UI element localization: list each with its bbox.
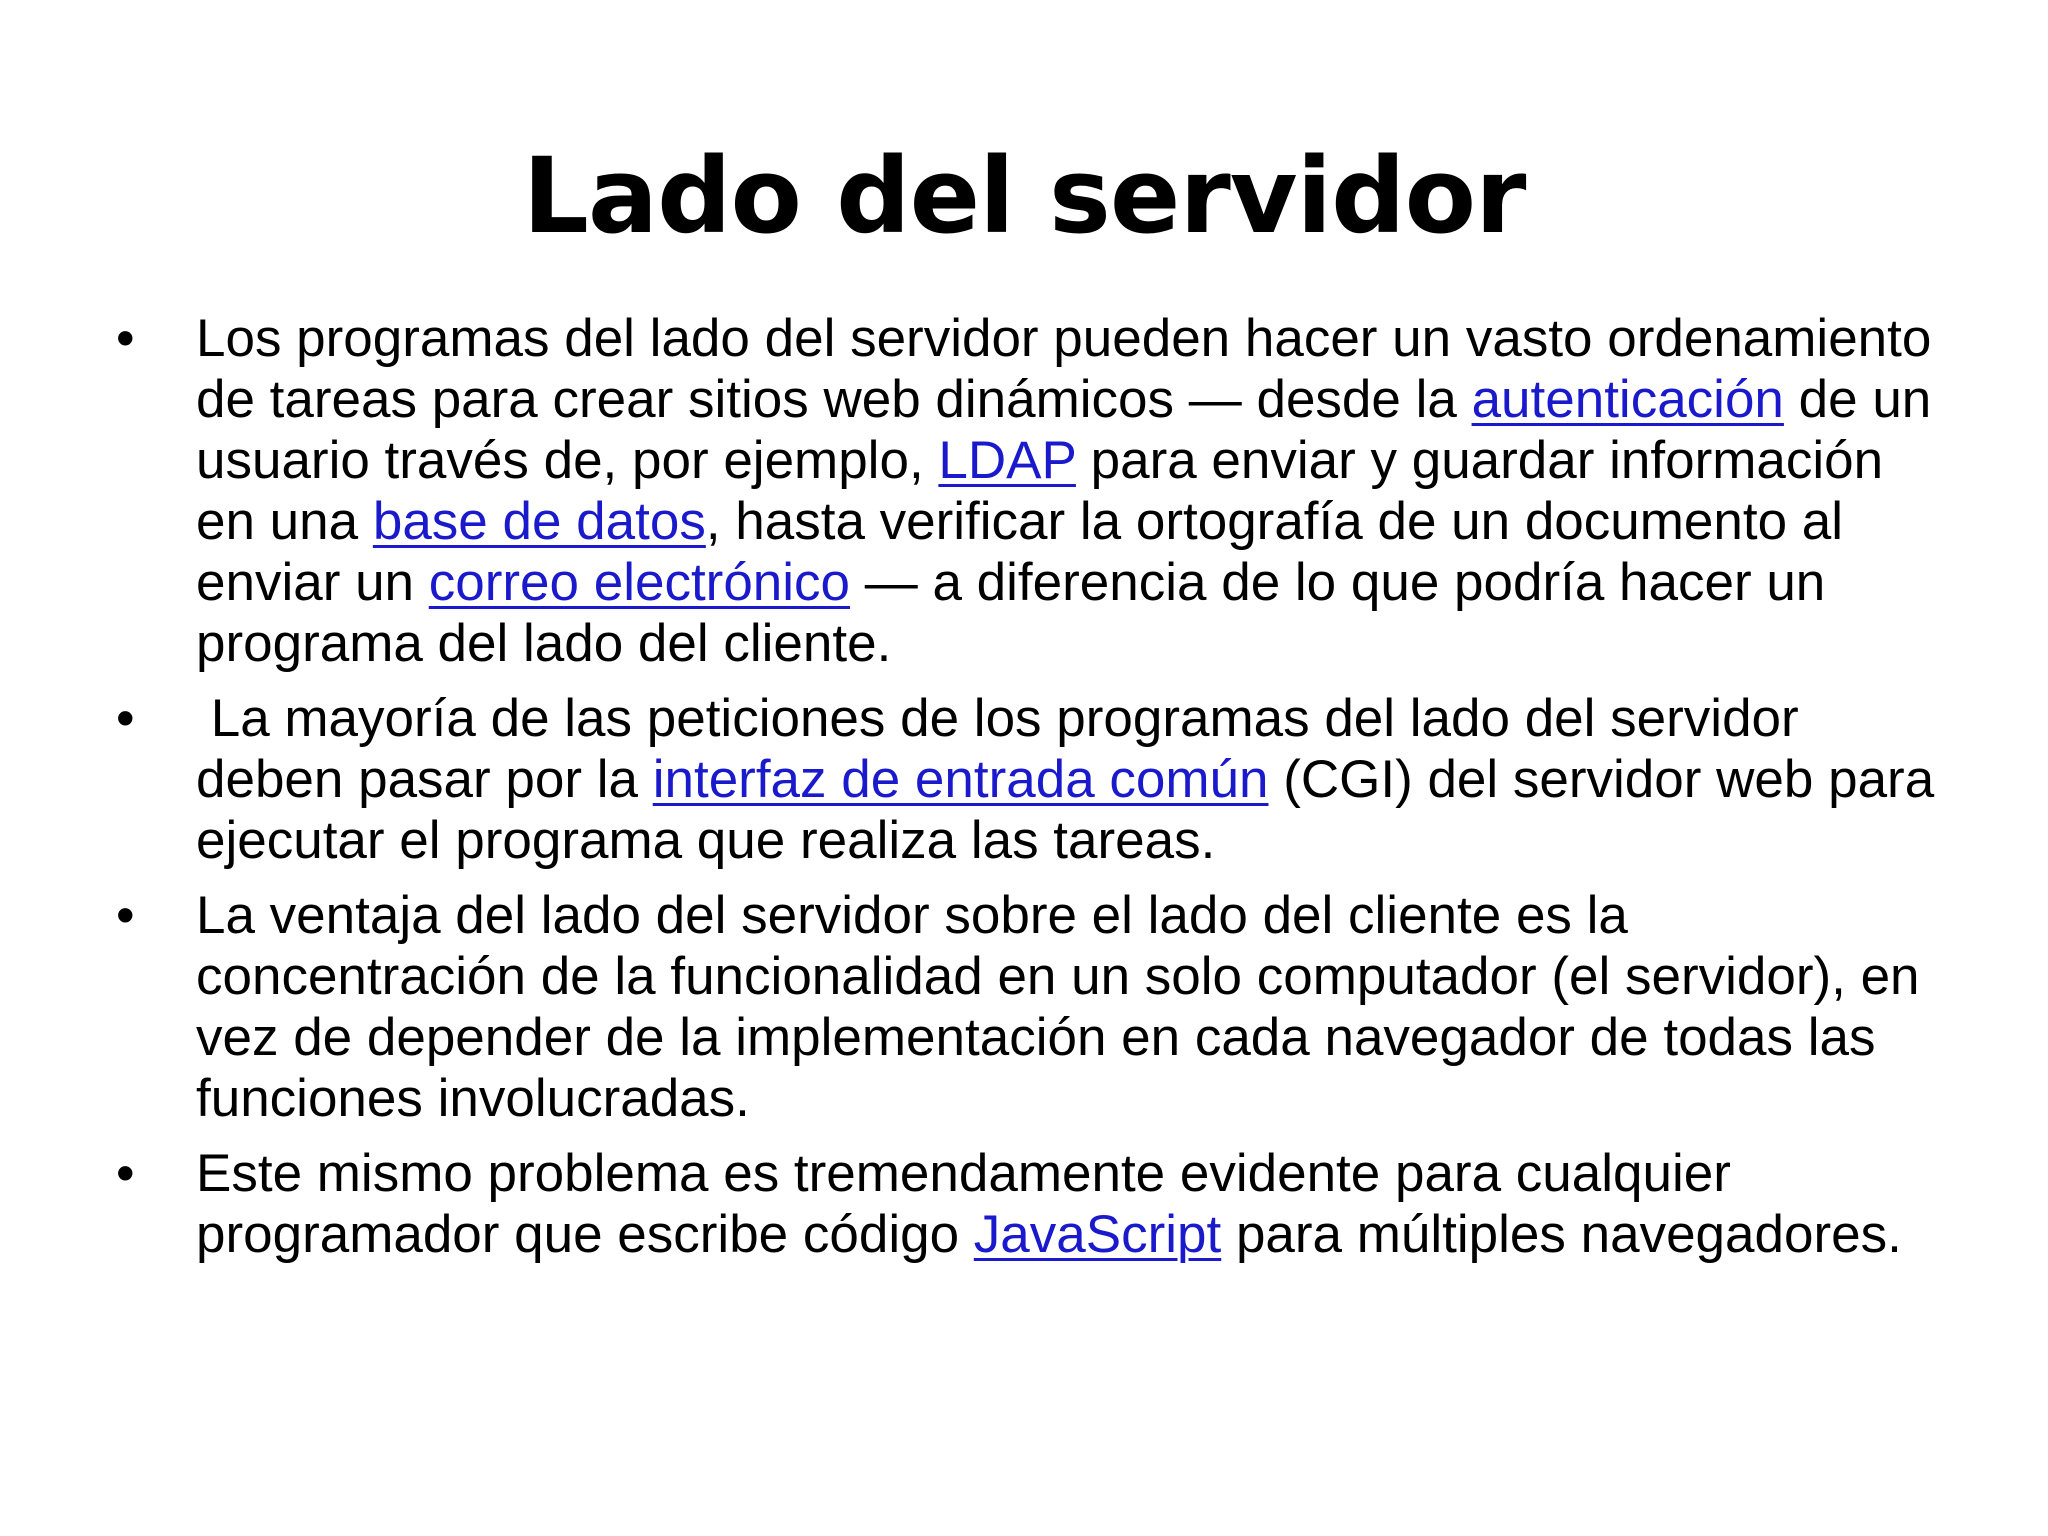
bullet-marker: • xyxy=(116,1144,135,1203)
bullet-text: para múltiples navegadores. xyxy=(1221,1205,1902,1264)
bullet-marker: • xyxy=(116,886,135,945)
bullet-text: (CGI) del servidor web para ejecutar el programa que realiza las tareas. xyxy=(196,750,1935,870)
link-javascript[interactable]: JavaScript xyxy=(973,1205,1222,1264)
bullet-item xyxy=(110,688,1940,871)
link-interfaz-de-entrada-comun[interactable]: interfaz de entrada común xyxy=(652,750,1269,809)
link-base-de-datos[interactable]: base de datos xyxy=(372,492,706,551)
bullet-marker: • xyxy=(116,689,135,748)
bullet-text: — a diferencia de lo que podría hacer un programa del lado del cliente. xyxy=(196,553,1826,673)
bullet-text: , hasta verificar la ortografía de un documento al enviar un xyxy=(196,492,1844,612)
bullet-text: de un usuario través de, por ejemplo, xyxy=(196,370,1932,490)
bullet-text: Este mismo problema es tremendamente evidente para cualquier programador que escribe código xyxy=(196,1144,1731,1264)
bullet-item xyxy=(110,308,1940,674)
bullet-text: La ventaja del lado del servidor sobre el lado del cliente es la concentración de la funcionalidad en un solo computador (el servidor), en vez de depender de la implementación en cada navegador de todas las funciones involucradas. xyxy=(196,886,1920,1128)
link-ldap[interactable]: LDAP xyxy=(938,431,1076,490)
bullet-marker: • xyxy=(116,309,135,368)
link-correo-electronico[interactable]: correo electrónico xyxy=(428,553,851,612)
bullet-text: para enviar y guardar información en una xyxy=(196,431,1884,551)
bullet-item xyxy=(110,1143,1940,1265)
bullet-list xyxy=(110,308,1940,1279)
bullet-text: La mayoría de las peticiones de los programas del lado del servidor deben pasar por la xyxy=(196,689,1814,809)
link-autenticacion[interactable]: autenticación xyxy=(1471,370,1784,429)
slide-title: Lado del servidor xyxy=(522,135,1526,257)
bullet-item xyxy=(110,885,1940,1129)
bullet-text: Los programas del lado del servidor pueden hacer un vasto ordenamiento de tareas para crear sitios web dinámicos — desde la xyxy=(196,309,1932,429)
